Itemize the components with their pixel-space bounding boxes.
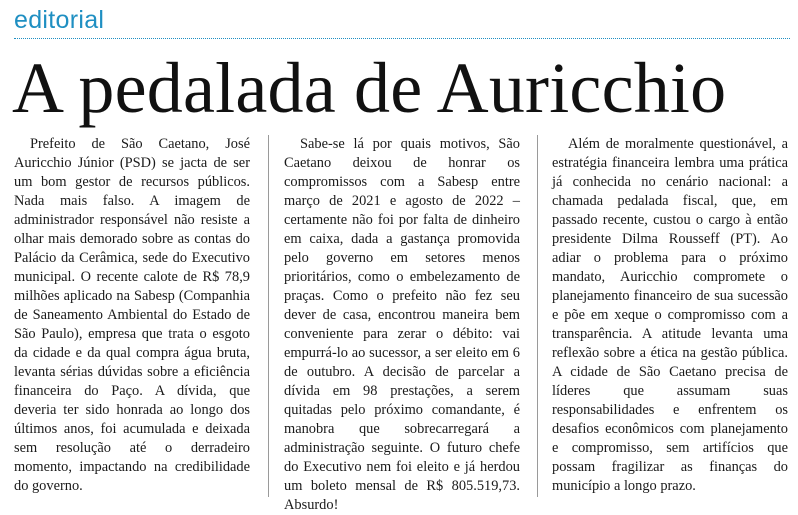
column-divider bbox=[537, 135, 538, 497]
article-column-3 bbox=[552, 135, 788, 496]
column-paragraph: Sabe-se lá por quais motivos, São Caetano deixou de honrar os compromissos com a Sabesp entre março de 2021 e agosto de 2022 – certamente não foi por falta de dinheiro em caixa, dada a gastança promovida pelo governo em setores menos prioritários, como o embelezamento de praças. Como o prefeito não fez seu dever de casa, encontrou maneira bem conveniente para zerar o débito: vai empurrá-lo ao sucessor, a ser eleito em 6 de outubro. A decisão de parcelar a dívida em 98 prestações, a serem quitadas pelo próximo comandante, é manobra que sobrecarregará a administração seguinte. O futuro chefe do Executivo nem foi eleito e já herdou um boleto mensal de R$ 805.519,73. Absurdo! bbox=[284, 136, 520, 513]
headline: A pedalada de Auricchio bbox=[12, 48, 727, 128]
article-column-2 bbox=[284, 135, 520, 515]
column-paragraph: Além de moralmente questionável, a estratégia financeira lembra uma prática já conhecida no cenário nacional: a chamada pedalada fiscal, que, em passado recente, custou o cargo à então presidente Dilma Rousseff (PT). Ao adiar o problema para o próximo mandato, Auricchio compromete o planejamento financeiro de sua sucessão e põe em xeque o compromisso com a transparência. A atitude levanta uma reflexão sobre a ética na gestão pública. A cidade de São Caetano precisa de líderes que assumam suas responsabilidades e enfrentem os desafios econômicos com planejamento e compromisso, sem artifícios que possam fragilizar as finanças do município a longo prazo. bbox=[552, 136, 788, 494]
column-paragraph: Prefeito de São Caetano, José Auricchio Júnior (PSD) se jacta de ser um bom gestor de recursos públicos. Nada mais falso. A imagem de administrador responsável não resiste a olhar mais demorado sobre as contas do Palácio da Cerâmica, sede do Executivo municipal. O recente calote de R$ 78,9 milhões aplicado na Sabesp (Companhia de Saneamento Ambiental do Estado de São Paulo), empresa que trata o esgoto da cidade e da qual compra água bruta, levanta sérias dúvidas sobre a eficiência financeira do Paço. A dívida, que deveria ter sido honrada ao longo dos últimos anos, foi acumulada e deixada sem resolução até o derradeiro momento, impactando na credibilidade do governo. bbox=[14, 136, 250, 494]
column-divider bbox=[268, 135, 269, 497]
section-label: editorial bbox=[14, 6, 105, 34]
section-divider bbox=[14, 38, 790, 39]
article-column-1 bbox=[14, 135, 250, 496]
